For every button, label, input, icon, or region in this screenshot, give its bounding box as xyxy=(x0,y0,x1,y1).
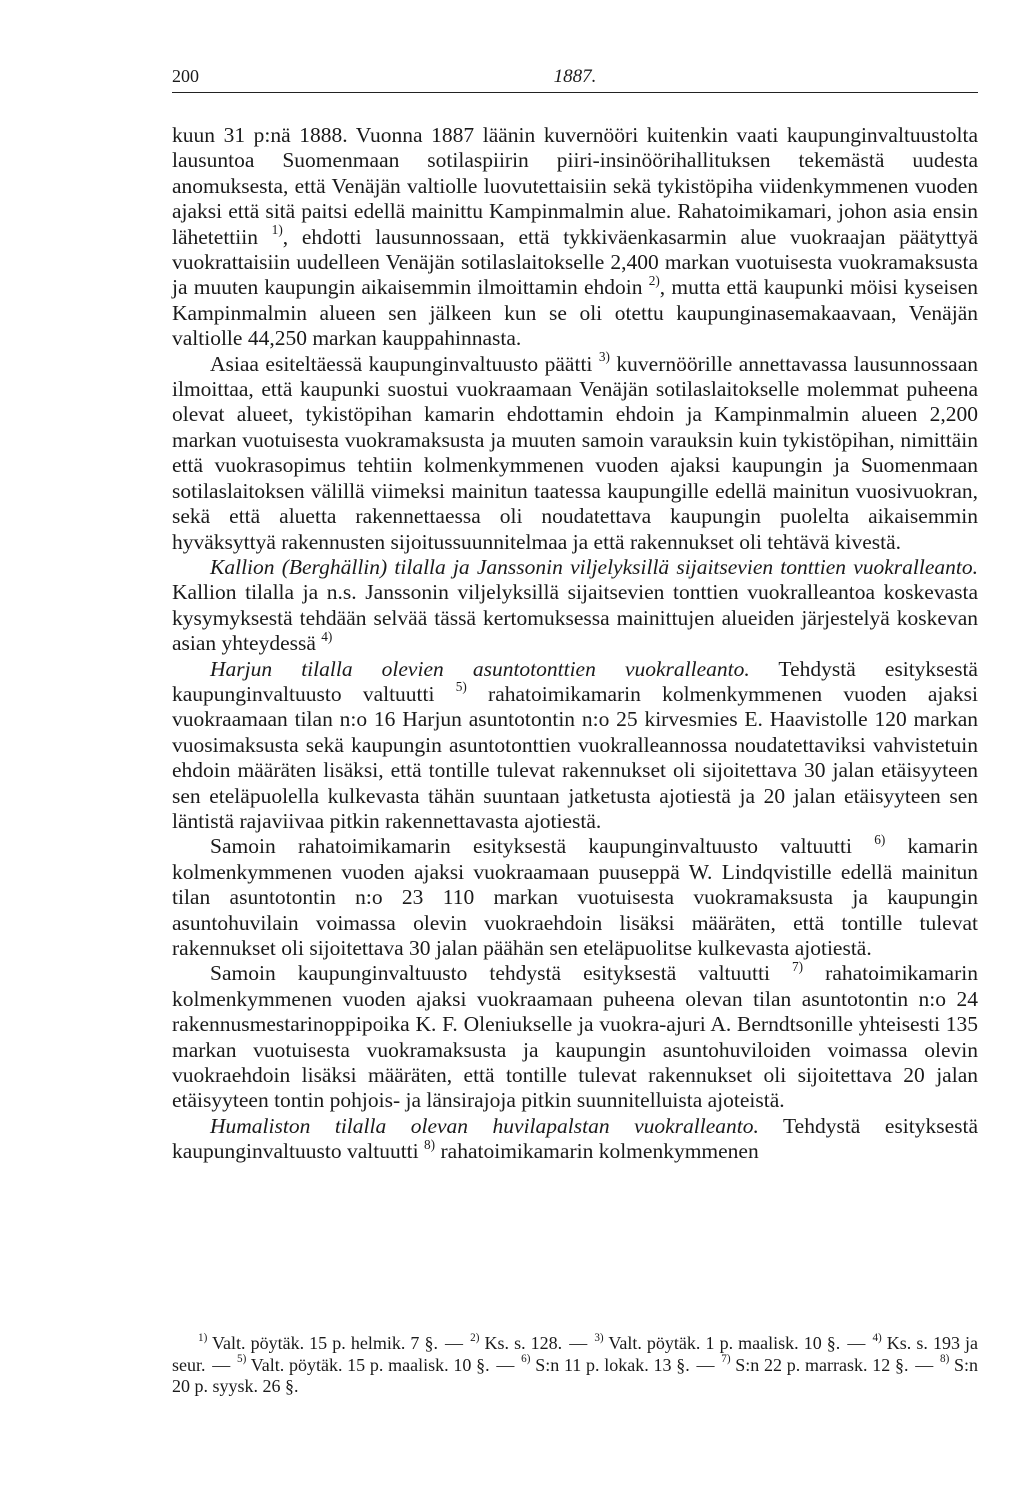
paragraph xyxy=(172,657,978,835)
paragraph-text: , mutta että kaupunki möisi kyseisen Kampinmalmin alueen sen jälkeen kun se oli otettu kaupunginasemakaavaan, Venäjän valtiolle 44,250 markan kauppahinnasta. xyxy=(172,275,979,351)
paragraph-text: rahatoimikamarin kolmenkymmenen xyxy=(435,1139,759,1164)
paragraph-text: Samoin rahatoimikamarin esityksestä kaupunginvaltuusto valtuutti xyxy=(210,834,875,859)
footnote-text: Valt. pöytäk. 15 p. maalisk. 10 §. xyxy=(246,1354,490,1375)
paragraph-text: kuvernöörille annettavassa lausunnossaan ilmoittaa, että kaupunki suostui vuokraamaan Venäjän sotilaslaitokselle molemmat puheena olevat alueet, tykistöpihan kamarin ehdottamin ehdoin ja Kampinmalmin alueen 2,200 markan vuotuisesta vuokramaksusta ja muuten samoin varauksin kuin tykistöpihan, nimittäin että vuokrasopimus tehtiin kolmenkymmenen vuoden ajaksi kaupungin ja Suomenmaan sotilaslaitoksen välillä viimeksi mainitun taatessa kaupungille edellä mainitun vuosivuokran, sekä että aluetta rakennettaessa oli noudatettava kaupungin puolelta aikaisemmin hyväksyttyä rakennusten sijoitussuunnitelmaa ja että rakennukset oli tehtävä kivestä. xyxy=(172,351,978,554)
footnote-separator: — xyxy=(910,1354,938,1375)
paragraph xyxy=(172,555,978,657)
footnote-text: S:n 22 p. marrask. 12 §. xyxy=(730,1354,909,1375)
paragraph xyxy=(172,831,978,961)
footnote-marker: 4) xyxy=(321,628,333,644)
footnote-separator: — xyxy=(564,1333,593,1353)
paragraph xyxy=(172,958,978,1113)
footnote-separator: — xyxy=(691,1354,720,1375)
paragraph-text: kamarin kolmenkymmenen vuoden ajaksi vuokraamaan puuseppä W. Lindqvistille edellä mainitun tilan asuntotontin n:o 23 110 markan vuotuisesta vuokramaksusta ja kaupungin asuntohuvilain voimassa olevin vuokraehdoin lisäksi määräten, että tontille tulevat rakennukset oli sijoitettava 30 jalan päähän sen eteläpuolitse kulkevasta ajotiestä. xyxy=(172,834,978,960)
footnote-text: Ks. s. 128. xyxy=(479,1333,563,1353)
footnote-marker: 1) xyxy=(198,1331,208,1344)
paragraph xyxy=(172,349,978,555)
footnote-text: Valt. pöytäk. 15 p. helmik. 7 §. xyxy=(207,1333,438,1353)
footnote-marker: 7) xyxy=(721,1353,731,1366)
footnote-separator: — xyxy=(842,1333,871,1353)
footnote-marker: 5) xyxy=(455,679,467,695)
running-head-year: 1887. xyxy=(553,66,597,87)
footnote-marker: 2) xyxy=(470,1331,480,1344)
section-heading-italic: Kallion (Berghällin) tilalla ja Janssonin viljelyksillä sijaitsevien tonttien vuokralleanto. xyxy=(210,554,978,579)
footnote-marker: 5) xyxy=(237,1353,247,1366)
footnote-separator: — xyxy=(207,1354,235,1375)
footnote-marker: 3) xyxy=(594,1331,604,1344)
footnote-marker: 6) xyxy=(874,831,886,847)
footnote-text: S:n 11 p. lokak. 13 §. xyxy=(530,1354,690,1375)
footnotes xyxy=(172,1333,978,1398)
paragraph-text: , ehdotti lausunnossaan, että tykkiväenkasarmin alue vuokraajan päätyttyä vuokrattaisiin uudelleen Venäjän sotilaslaitokselle 2,400 markan vuotuisesta vuokramaksusta ja muuten kaupungin aikaisemmin ilmoittamin ehdoin xyxy=(172,224,978,300)
footnote-marker: 4) xyxy=(872,1331,882,1344)
paragraph-text: Asiaa esiteltäessä kaupunginvaltuusto päätti xyxy=(210,351,599,376)
footnote-separator: — xyxy=(491,1354,520,1375)
footnote-text: S:n 20 p. syysk. 26 §. xyxy=(172,1354,979,1397)
footnote-marker: 1) xyxy=(271,222,283,238)
footnote-marker: 2) xyxy=(648,272,660,288)
paragraph-text: Tehdystä esityksestä kaupunginvaltuusto valtuutti xyxy=(172,656,978,706)
footnote-text: Valt. pöytäk. 1 p. maalisk. 10 §. xyxy=(603,1333,841,1353)
section-heading-italic: Harjun tilalla olevien asuntotonttien vuokralleanto. xyxy=(210,656,750,681)
paragraph xyxy=(172,1114,978,1165)
body-text xyxy=(172,123,978,1165)
section-heading-italic: Humaliston tilalla olevan huvilapalstan vuokralleanto. xyxy=(210,1113,759,1138)
page-header xyxy=(172,66,978,93)
footnote-marker: 8) xyxy=(424,1136,436,1152)
paragraph-text: rahatoimikamarin kolmenkymmenen vuoden ajaksi vuokraamaan tilan n:o 16 Harjun asuntotontin n:o 25 kirvesmies E. Haavistolle 120 markan vuosimaksusta sekä kaupungin asuntotonttien vuokralleannossa noudatettaviksi vahvistetuin ehdoin määräten lisäksi, että tontille tulevat rakennukset oli sijoitettava 30 jalan etäisyyteen sen eteläpuolella kulkevasta tähän suuntaan jatketusta ajotiestä ja 20 jalan etäisyyteen sen läntistä rajaviivaa pitkin rakennettavasta ajotiestä. xyxy=(172,681,978,833)
paragraph-text: rahatoimikamarin kolmenkymmenen vuoden ajaksi vuokraamaan puheena olevan tilan asuntotontin n:o 24 rakennusmestarinoppipoika K. F. Oleniukselle ja vuokra-ajuri A. Berndtsonille yhteisesti 135 markan vuotuisesta vuokramaksusta ja kaupungin asuntohuviloiden voimassa olevin vuokraehdoin lisäksi määräten, että tontille tulevat rakennukset oli sijoitettava 20 jalan etäisyyteen tontin pohjois- ja länsirajoja pitkin suunnitelluista ajoteistä. xyxy=(172,961,978,1113)
footnote-marker: 3) xyxy=(598,349,610,365)
paragraph-text: kuun 31 p:nä 1888. Vuonna 1887 läänin kuvernööri kuitenkin vaati kaupunginvaltuustolta lausuntoa Suomenmaan sotilaspiirin piiri-insinöörihallituksen tekemästä uudesta anomuksesta, että Venäjän valtiolle luovutettaisiin sekä tykistöpiha viidenkymmenen vuoden ajaksi että sitä paitsi edellä mainittu Kampinmalmin alue. Rahatoimikamari, johon asia ensin lähetettiin xyxy=(172,123,978,249)
footnote-block xyxy=(172,1333,978,1398)
footnote-text: Ks. s. 193 ja seur. xyxy=(172,1333,979,1375)
paragraph-text: Kallion tilalla ja n.s. Janssonin viljelyksillä sijaitsevien tonttien vuokralleantoa koskevasta kysymyksestä tehdään selvää tässä kertomuksessa mainittujen alueiden järjestelyä koskevan asian yhteydessä xyxy=(172,580,978,656)
paragraph-text: Samoin kaupunginvaltuusto tehdystä esityksestä valtuutti xyxy=(210,961,792,986)
paragraph-text: Tehdystä esityksestä kaupunginvaltuusto valtuutti xyxy=(172,1113,978,1164)
footnote-marker: 6) xyxy=(521,1353,531,1366)
paragraph xyxy=(172,123,978,352)
footnote-marker: 8) xyxy=(940,1353,950,1366)
footnote-marker: 7) xyxy=(792,958,804,974)
footnote-separator: — xyxy=(439,1333,469,1353)
page-number: 200 xyxy=(172,66,199,86)
